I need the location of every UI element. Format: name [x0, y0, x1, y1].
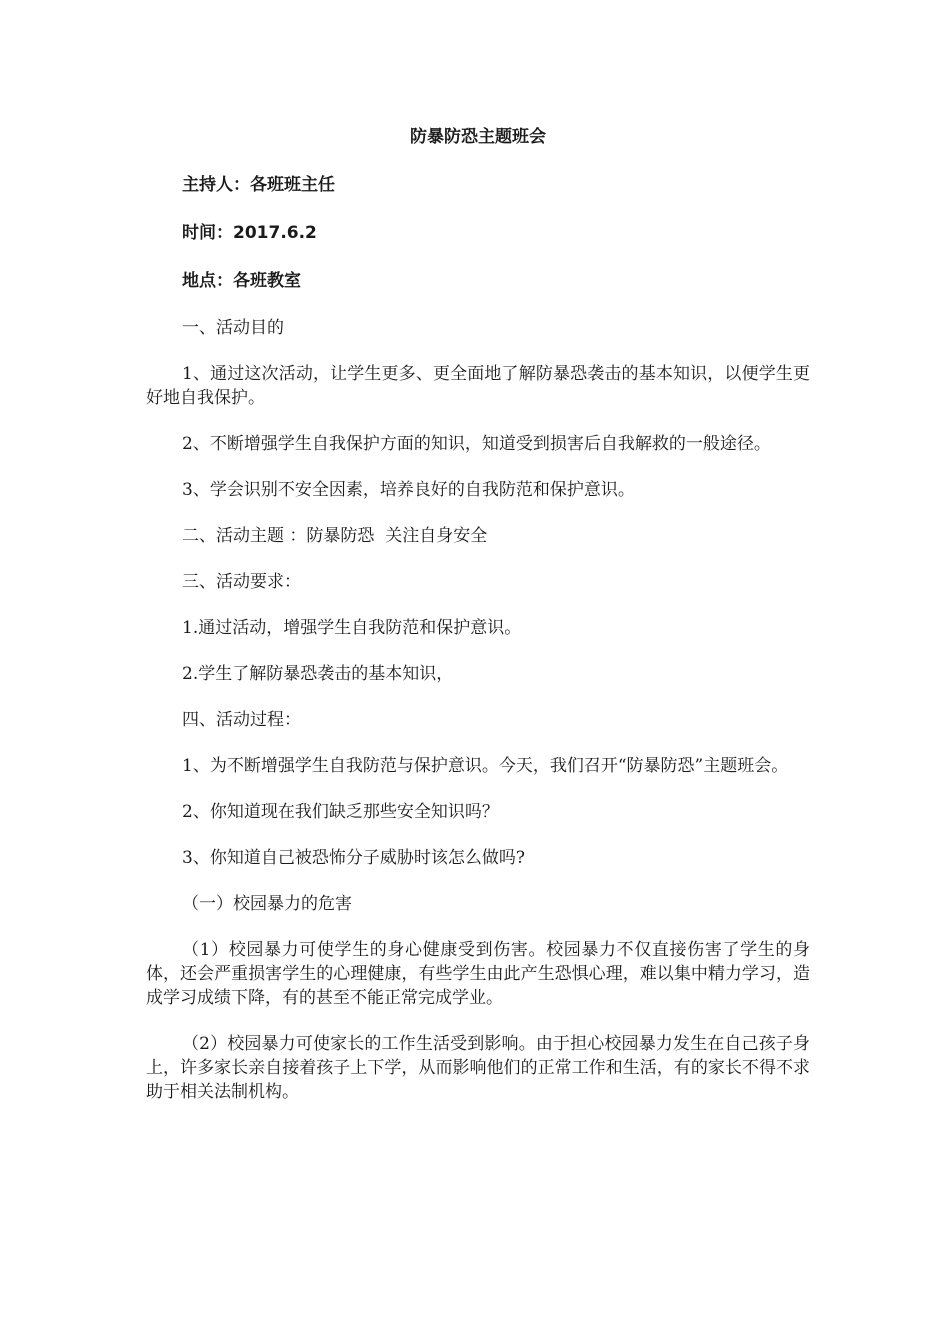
purpose-item-1: 1、通过这次活动，让学生更多、更全面地了解防暴恐袭击的基本知识，以便学生更好地自我保护。 [146, 364, 810, 408]
process-item-2: 2、你知道现在我们缺乏那些安全知识吗？ [182, 802, 499, 822]
process-item-3: 3、你知道自己被恐怖分子威胁时该怎么做吗? [182, 848, 525, 868]
time-line: 时间：2017.6.2 [182, 223, 317, 243]
document-body [146, 124, 810, 1126]
section-heading-process: 四、活动过程： [182, 710, 301, 730]
host-line: 主持人：各班班主任 [182, 175, 335, 195]
section-heading-requirements: 三、活动要求： [182, 572, 301, 592]
section-heading-theme: 二、活动主题 ：防暴防恐 关注自身安全 [182, 526, 488, 546]
process-item-1: 1、为不断增强学生自我防范与保护意识。今天，我们召开“防暴防恐”主题班会。 [182, 756, 789, 776]
subsection-heading-harm: （一）校园暴力的危害 [182, 894, 352, 914]
section-heading-purpose: 一、活动目的 [182, 318, 284, 338]
requirement-item-1: 1.通过活动，增强学生自我防范和保护意识。 [182, 618, 522, 638]
requirement-item-2: 2.学生了解防暴恐袭击的基本知识， [182, 664, 454, 684]
place-line: 地点：各班教室 [182, 271, 301, 291]
purpose-item-3: 3、学会识别不安全因素，培养良好的自我防范和保护意识。 [182, 480, 635, 500]
harm-item-1: （1）校园暴力可使学生的身心健康受到伤害。校园暴力不仅直接伤害了学生的身体，还会严重损害学生的心理健康，有些学生由此产生恐惧心理，难以集中精力学习，造成学习成绩下降，有的甚至不能正常完成学业。 [146, 940, 810, 1008]
purpose-item-2: 2、不断增强学生自我保护方面的知识，知道受到损害后自我解救的一般途径。 [182, 434, 771, 454]
document-title: 防暴防恐主题班会 [410, 127, 546, 147]
harm-item-2: （2）校园暴力可使家长的工作生活受到影响。由于担心校园暴力发生在自己孩子身上，许多家长亲自接着孩子上下学，从而影响他们的正常工作和生活，有的家长不得不求助于相关法制机构。 [146, 1034, 810, 1102]
